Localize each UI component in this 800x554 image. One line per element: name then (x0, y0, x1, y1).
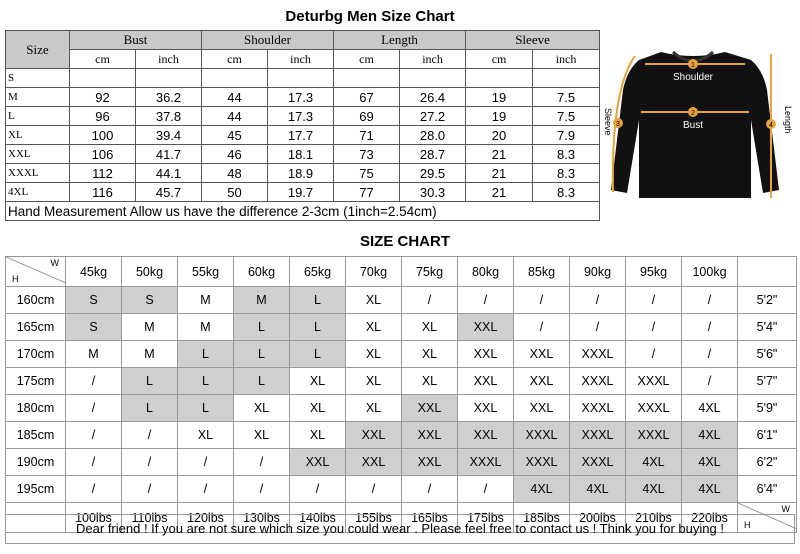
value-cell: 116 (70, 183, 136, 202)
height-ft-cell: 6'4" (738, 476, 797, 503)
size-chart-title: SIZE CHART (360, 233, 450, 250)
size-cell: XXXL (514, 422, 570, 449)
weight-lbs-cell: 165lbs (402, 503, 458, 533)
marker-4: 4 (769, 122, 773, 129)
height-cm-cell: 180cm (6, 395, 66, 422)
weight-lbs-cell: 110lbs (122, 503, 178, 533)
weight-kg-cell: 90kg (570, 257, 626, 287)
size-cell: XL (346, 368, 402, 395)
value-cell: 96 (70, 107, 136, 126)
weight-lbs-cell: 175lbs (458, 503, 514, 533)
size-cell: / (178, 476, 234, 503)
size-cell: XL (346, 314, 402, 341)
size-cell: / (682, 368, 738, 395)
value-cell: 17.3 (268, 88, 334, 107)
size-cell: / (682, 341, 738, 368)
height-cm-cell: 175cm (6, 368, 66, 395)
size-header: Size (6, 31, 70, 69)
height-ft-cell: 5'9" (738, 395, 797, 422)
size-cell: XXL (402, 395, 458, 422)
weight-kg-cell: 85kg (514, 257, 570, 287)
size-cell: / (570, 287, 626, 314)
weight-kg-row (6, 257, 797, 287)
value-cell (70, 69, 136, 88)
value-cell: 29.5 (400, 164, 466, 183)
height-ft-cell: 5'4" (738, 314, 797, 341)
size-cell: / (66, 449, 122, 476)
value-cell: 7.5 (533, 88, 600, 107)
weight-lbs-cell: 185lbs (514, 503, 570, 533)
size-cell: M (122, 341, 178, 368)
shoulder-label: Shoulder (672, 72, 714, 83)
value-cell: 39.4 (136, 126, 202, 145)
size-cell: L (178, 395, 234, 422)
size-cell: 4XL (682, 476, 738, 503)
value-cell: 7.9 (533, 126, 600, 145)
bust-label: Bust (682, 120, 704, 131)
weight-kg-cell: 95kg (626, 257, 682, 287)
value-cell: 75 (334, 164, 400, 183)
value-cell: 48 (202, 164, 268, 183)
weight-kg-cell: 55kg (178, 257, 234, 287)
footer-note: Dear friend ! If you are not sure which size you could wear . Please feel free to contact us ! Think you for buying ! (5, 514, 795, 544)
size-cell: / (682, 314, 738, 341)
size-cell: XL (234, 395, 290, 422)
unit-header: cm (466, 50, 533, 69)
height-ft-cell: 6'2" (738, 449, 797, 476)
size-cell: XL (178, 422, 234, 449)
size-cell: S (122, 287, 178, 314)
value-cell: 67 (334, 88, 400, 107)
size-cell: / (66, 368, 122, 395)
size-cell: 4XL (626, 476, 682, 503)
size-cell: / (682, 287, 738, 314)
size-cell: / (234, 449, 290, 476)
value-cell (533, 69, 600, 88)
corner-top (6, 257, 66, 287)
size-cell: XXL (458, 422, 514, 449)
value-cell: 17.7 (268, 126, 334, 145)
height-cm-cell: 170cm (6, 341, 66, 368)
group-header: Sleeve (466, 31, 600, 50)
size-cell: / (626, 287, 682, 314)
value-cell: 18.9 (268, 164, 334, 183)
size-cell: / (402, 476, 458, 503)
size-cell: L (234, 341, 290, 368)
value-cell: 92 (70, 88, 136, 107)
value-cell: 21 (466, 145, 533, 164)
value-cell: 45.7 (136, 183, 202, 202)
size-cell: 4XL (682, 395, 738, 422)
size-cell: L (122, 368, 178, 395)
size-cell: XXL (514, 368, 570, 395)
table-row (6, 422, 797, 449)
height-ft-cell: 5'2" (738, 287, 797, 314)
size-cell: / (66, 476, 122, 503)
group-header: Shoulder (202, 31, 334, 50)
size-cell: L (122, 395, 178, 422)
empty-cell (738, 257, 797, 287)
table-row (6, 183, 600, 202)
size-cell: / (402, 287, 458, 314)
note-row (6, 202, 600, 221)
size-cell: XL (290, 368, 346, 395)
marker-1: 1 (691, 62, 695, 69)
height-cm-cell: 190cm (6, 449, 66, 476)
weight-kg-cell: 45kg (66, 257, 122, 287)
height-cm-cell: 195cm (6, 476, 66, 503)
value-cell (334, 69, 400, 88)
size-cell: / (122, 476, 178, 503)
table-row (6, 368, 797, 395)
size-cell: XXL (402, 449, 458, 476)
weight-kg-cell: 100kg (682, 257, 738, 287)
size-cell: L (290, 341, 346, 368)
size-cell: XL (402, 314, 458, 341)
value-cell: 21 (466, 164, 533, 183)
value-cell: 8.3 (533, 183, 600, 202)
size-cell: M (178, 287, 234, 314)
unit-header: inch (533, 50, 600, 69)
table-row (6, 287, 797, 314)
value-cell: 77 (334, 183, 400, 202)
height-ft-cell: 6'1" (738, 422, 797, 449)
size-cell: / (66, 395, 122, 422)
size-cell: XL (234, 422, 290, 449)
size-cell: M (6, 88, 70, 107)
size-cell: XXXL (570, 368, 626, 395)
size-cell: XXXL (514, 449, 570, 476)
weight-kg-cell: 65kg (290, 257, 346, 287)
size-cell: L (6, 107, 70, 126)
size-cell: / (626, 341, 682, 368)
weight-kg-cell: 60kg (234, 257, 290, 287)
table-row (6, 314, 797, 341)
size-cell: / (234, 476, 290, 503)
size-cell: M (66, 341, 122, 368)
value-cell: 36.2 (136, 88, 202, 107)
size-cell: XXXL (458, 449, 514, 476)
size-cell: L (178, 368, 234, 395)
size-cell: / (626, 314, 682, 341)
value-cell: 50 (202, 183, 268, 202)
size-cell: XXL (6, 145, 70, 164)
size-cell: XXL (514, 395, 570, 422)
table-row (6, 476, 797, 503)
value-cell: 73 (334, 145, 400, 164)
value-cell: 17.3 (268, 107, 334, 126)
sleeve-label: Sleeve (603, 108, 613, 136)
size-cell: / (458, 476, 514, 503)
value-cell (400, 69, 466, 88)
group-header: Length (334, 31, 466, 50)
value-cell: 19 (466, 107, 533, 126)
size-cell: / (178, 449, 234, 476)
unit-header: cm (202, 50, 268, 69)
size-cell: / (122, 422, 178, 449)
size-cell: XL (6, 126, 70, 145)
size-cell: L (290, 314, 346, 341)
corner-h-label: H (744, 520, 751, 530)
size-cell: L (234, 314, 290, 341)
value-cell: 19 (466, 88, 533, 107)
weight-kg-cell: 80kg (458, 257, 514, 287)
table-row (6, 449, 797, 476)
size-cell: XXL (514, 341, 570, 368)
corner-w-label: W (781, 504, 790, 514)
weight-lbs-cell: 130lbs (234, 503, 290, 533)
size-cell: / (514, 314, 570, 341)
size-cell: XXXL (626, 395, 682, 422)
value-cell: 44 (202, 107, 268, 126)
value-cell: 26.4 (400, 88, 466, 107)
value-cell: 112 (70, 164, 136, 183)
weight-kg-cell: 50kg (122, 257, 178, 287)
size-cell: S (6, 69, 70, 88)
size-cell: 4XL (6, 183, 70, 202)
size-cell: XXXL (570, 449, 626, 476)
length-label: Length (783, 106, 793, 134)
unit-row (6, 50, 600, 69)
weight-lbs-cell: 100lbs (66, 503, 122, 533)
weight-kg-cell: 75kg (402, 257, 458, 287)
value-cell: 100 (70, 126, 136, 145)
size-cell: XL (346, 395, 402, 422)
value-cell: 37.8 (136, 107, 202, 126)
size-cell: / (122, 449, 178, 476)
table-row (6, 395, 797, 422)
table-row (6, 88, 600, 107)
height-ft-cell: 5'6" (738, 341, 797, 368)
size-cell: M (234, 287, 290, 314)
value-cell (466, 69, 533, 88)
weight-lbs-cell: 200lbs (570, 503, 626, 533)
value-cell: 21 (466, 183, 533, 202)
weight-lbs-cell: 210lbs (626, 503, 682, 533)
chart-title: Deturbg Men Size Chart (285, 8, 455, 25)
size-cell: XXXL (626, 368, 682, 395)
size-cell: S (66, 314, 122, 341)
size-cell: 4XL (682, 449, 738, 476)
value-cell: 7.5 (533, 107, 600, 126)
size-cell: XL (290, 395, 346, 422)
value-cell: 8.3 (533, 145, 600, 164)
size-cell: XXL (458, 395, 514, 422)
group-header: Bust (70, 31, 202, 50)
sweater-diagram (601, 30, 795, 210)
table-row (6, 145, 600, 164)
size-cell: XXXL (570, 395, 626, 422)
weight-kg-cell: 70kg (346, 257, 402, 287)
value-cell: 44 (202, 88, 268, 107)
size-cell: XL (402, 341, 458, 368)
size-cell: L (234, 368, 290, 395)
measurement-table (5, 30, 600, 221)
value-cell (268, 69, 334, 88)
height-cm-cell: 185cm (6, 422, 66, 449)
value-cell: 46 (202, 145, 268, 164)
weight-lbs-cell: 155lbs (346, 503, 402, 533)
size-cell: 4XL (570, 476, 626, 503)
size-cell: XL (290, 422, 346, 449)
size-cell: / (290, 476, 346, 503)
marker-3: 3 (616, 121, 620, 128)
weight-lbs-cell: 140lbs (290, 503, 346, 533)
table-row (6, 69, 600, 88)
value-cell: 106 (70, 145, 136, 164)
value-cell (202, 69, 268, 88)
value-cell: 30.3 (400, 183, 466, 202)
table-row (6, 107, 600, 126)
table-row (6, 341, 797, 368)
value-cell (136, 69, 202, 88)
unit-header: cm (70, 50, 136, 69)
size-cell: XL (402, 368, 458, 395)
size-cell: XL (346, 341, 402, 368)
value-cell: 44.1 (136, 164, 202, 183)
size-cell: XXL (346, 422, 402, 449)
marker-2: 2 (691, 110, 695, 117)
size-cell: M (122, 314, 178, 341)
value-cell: 19.7 (268, 183, 334, 202)
header-row (6, 31, 600, 50)
size-cell: XXXL (626, 422, 682, 449)
size-cell: XXL (402, 422, 458, 449)
value-cell: 71 (334, 126, 400, 145)
value-cell: 20 (466, 126, 533, 145)
value-cell: 45 (202, 126, 268, 145)
value-cell: 27.2 (400, 107, 466, 126)
corner-h-label: H (12, 274, 19, 284)
table-row (6, 164, 600, 183)
size-cell: / (570, 314, 626, 341)
size-cell: S (66, 287, 122, 314)
unit-header: cm (334, 50, 400, 69)
corner-w-label: W (50, 258, 59, 268)
unit-header: inch (400, 50, 466, 69)
size-cell: / (66, 422, 122, 449)
height-cm-cell: 160cm (6, 287, 66, 314)
size-cell: / (346, 476, 402, 503)
value-cell: 8.3 (533, 164, 600, 183)
value-cell: 69 (334, 107, 400, 126)
size-cell: L (178, 341, 234, 368)
size-cell: XXL (458, 368, 514, 395)
size-cell: XL (346, 287, 402, 314)
size-cell: / (514, 287, 570, 314)
size-cell: L (290, 287, 346, 314)
height-ft-cell: 5'7" (738, 368, 797, 395)
size-cell: 4XL (682, 422, 738, 449)
size-cell: XXXL (6, 164, 70, 183)
value-cell: 41.7 (136, 145, 202, 164)
unit-header: inch (268, 50, 334, 69)
size-cell: 4XL (626, 449, 682, 476)
height-cm-cell: 165cm (6, 314, 66, 341)
weight-lbs-cell: 220lbs (682, 503, 738, 533)
unit-header: inch (136, 50, 202, 69)
size-cell: XXL (458, 314, 514, 341)
size-cell: XXL (290, 449, 346, 476)
size-cell: XXXL (570, 422, 626, 449)
size-cell: XXXL (570, 341, 626, 368)
value-cell: 28.0 (400, 126, 466, 145)
size-cell: 4XL (514, 476, 570, 503)
size-cell: XXL (458, 341, 514, 368)
value-cell: 28.7 (400, 145, 466, 164)
size-cell: XXL (346, 449, 402, 476)
value-cell: 18.1 (268, 145, 334, 164)
size-cell: M (178, 314, 234, 341)
table-row (6, 126, 600, 145)
measurement-note: Hand Measurement Allow us have the difference 2-3cm (1inch=2.54cm) (6, 202, 600, 221)
size-cell: / (458, 287, 514, 314)
weight-lbs-cell: 120lbs (178, 503, 234, 533)
size-chart-table (5, 256, 797, 533)
